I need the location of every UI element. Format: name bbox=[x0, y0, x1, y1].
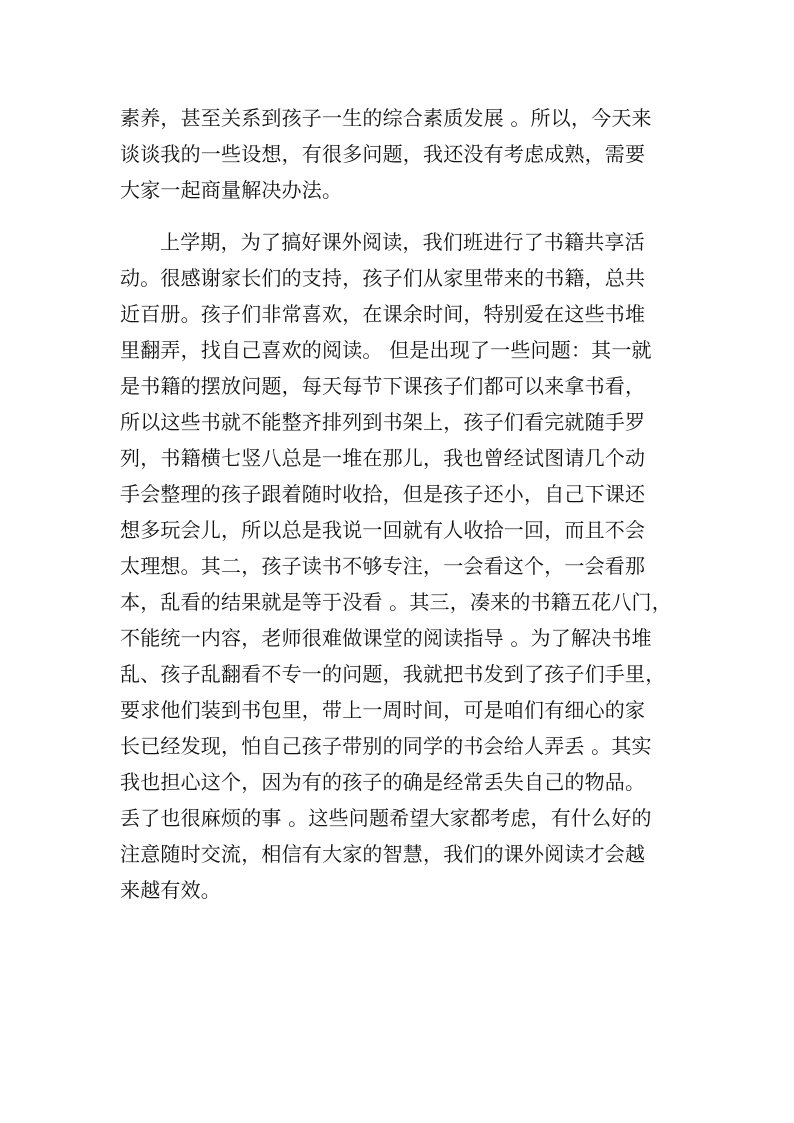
text-line: 本，乱看的结果就是等于没看 。其三，凑来的书籍五花八门， bbox=[120, 590, 672, 614]
text-line: 上学期，为了搞好课外阅读，我们班进行了书籍共享活 bbox=[160, 230, 645, 254]
text-line: 不能统一内容，老师很难做课堂的阅读指导 。为了解决书堆 bbox=[120, 626, 652, 650]
text-line: 来越有效。 bbox=[120, 878, 221, 902]
text-line: 所以这些书就不能整齐排列到书架上，孩子们看完就随手罗 bbox=[120, 410, 646, 434]
text-line: 素养，甚至关系到孩子一生的综合素质发展 。所以，今天来 bbox=[120, 106, 652, 130]
text-line: 里翻弄，找自己喜欢的阅读。 但是出现了一些问题：其一就 bbox=[120, 338, 652, 362]
text-line: 列，书籍横七竖八总是一堆在那儿，我也曾经试图请几个动 bbox=[120, 446, 646, 470]
text-line: 想多玩会儿，所以总是我说一回就有人收拾一回，而且不会 bbox=[120, 518, 646, 542]
text-line: 是书籍的摆放问题，每天每节下课孩子们都可以来拿书看， bbox=[120, 374, 646, 398]
paragraph-gap bbox=[120, 208, 700, 224]
text-line: 要求他们装到书包里，带上一周时间，可是咱们有细心的家 bbox=[120, 698, 646, 722]
document-body bbox=[120, 100, 700, 908]
text-line: 注意随时交流，相信有大家的智慧，我们的课外阅读才会越 bbox=[120, 842, 646, 866]
paragraph-1 bbox=[120, 100, 700, 208]
text-line: 太理想。其二，孩子读书不够专注，一会看这个，一会看那 bbox=[120, 554, 646, 578]
text-line: 近百册。孩子们非常喜欢，在课余时间，特别爱在这些书堆 bbox=[120, 302, 646, 326]
paragraph-2 bbox=[120, 224, 700, 908]
text-line: 动。很感谢家长们的支持，孩子们从家里带来的书籍，总共 bbox=[120, 266, 646, 290]
text-line: 谈谈我的一些设想，有很多问题，我还没有考虑成熟，需要 bbox=[120, 142, 646, 166]
text-line: 我也担心这个，因为有的孩子的确是经常丢失自己的物品。 bbox=[120, 770, 646, 794]
text-line: 长已经发现，怕自己孩子带别的同学的书会给人弄丢 。其实 bbox=[120, 734, 652, 758]
text-line: 丢了也很麻烦的事 。这些问题希望大家都考虑，有什么好的 bbox=[120, 806, 652, 830]
text-line: 手会整理的孩子跟着随时收拾，但是孩子还小，自己下课还 bbox=[120, 482, 646, 506]
text-line: 大家一起商量解决办法。 bbox=[120, 178, 343, 202]
text-line: 乱、孩子乱翻看不专一的问题，我就把书发到了孩子们手里， bbox=[120, 662, 666, 686]
